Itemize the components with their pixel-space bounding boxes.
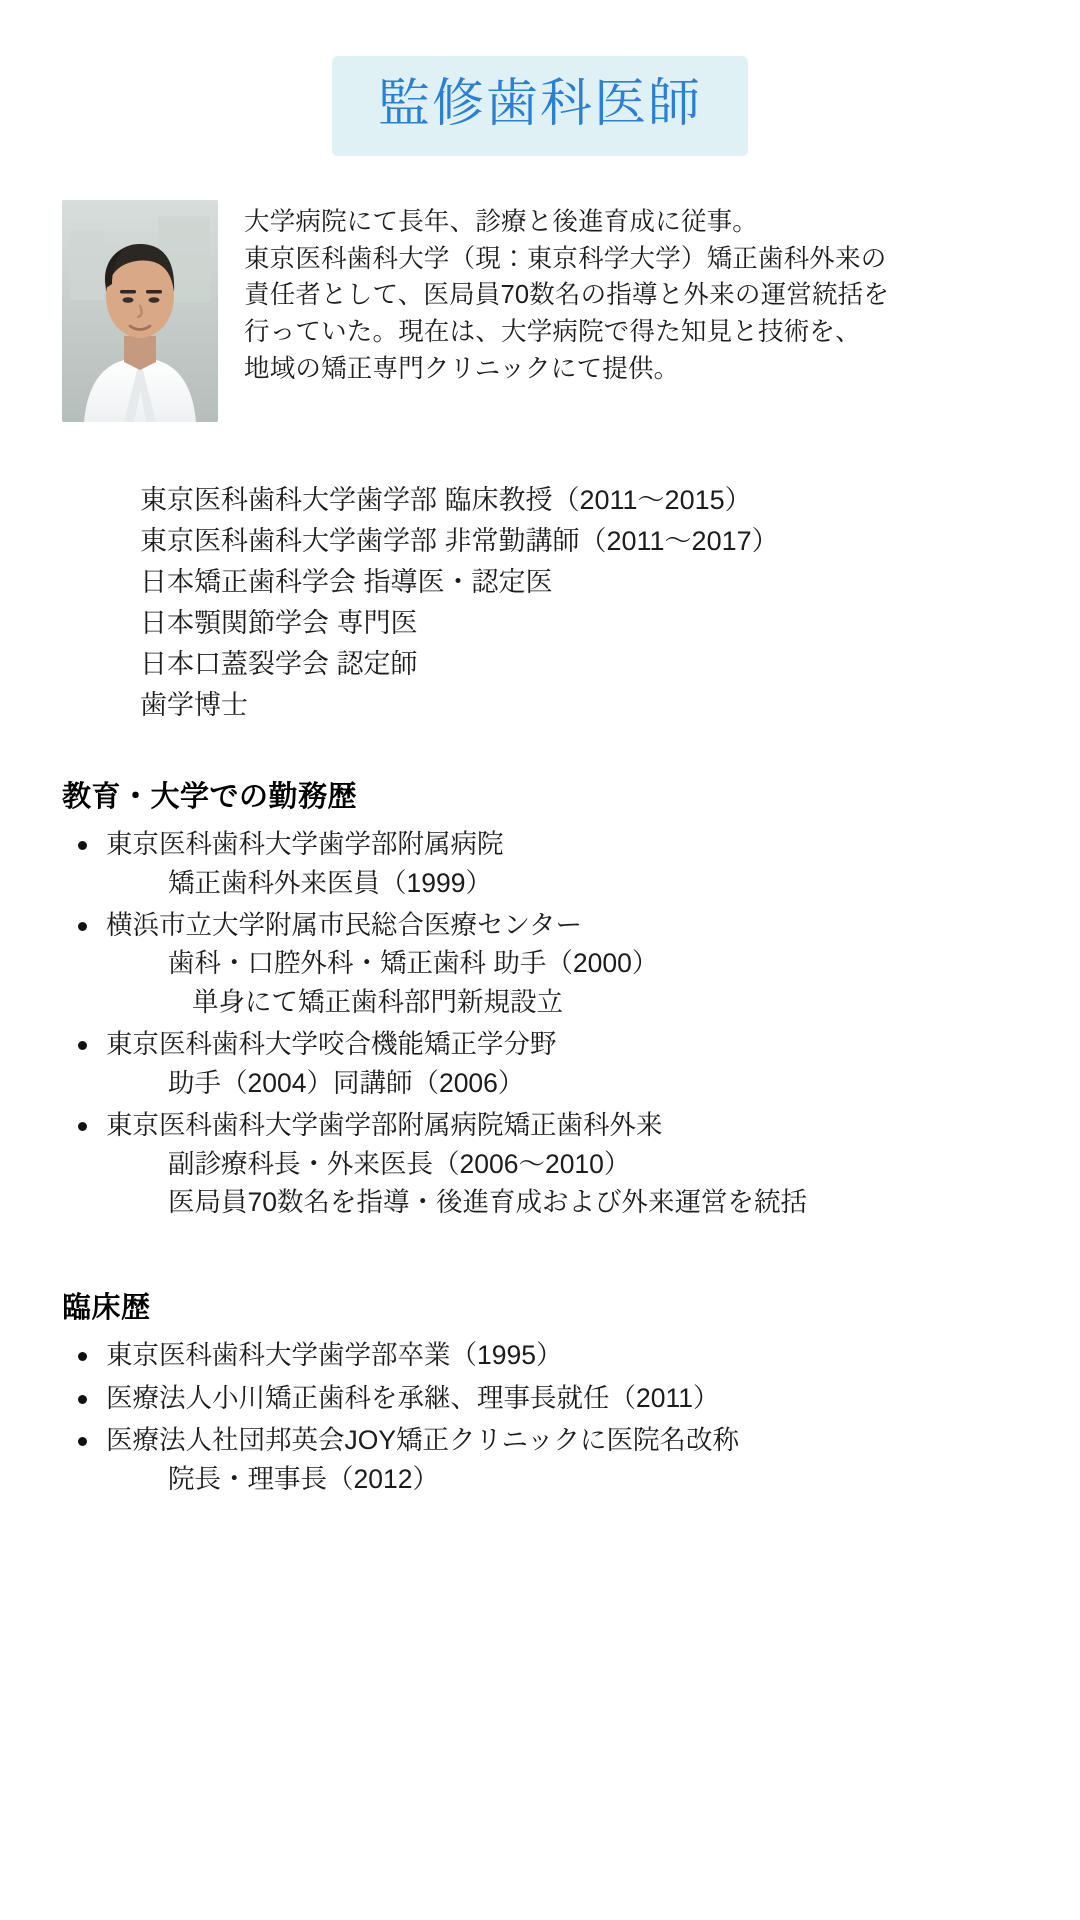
page-title: 監修歯科医師 bbox=[332, 56, 748, 156]
list-item-main: 医療法人小川矯正歯科を承継、理事長就任（2011） bbox=[106, 1382, 720, 1413]
list-item-sub: 副診療科長・外来医長（2006〜2010） bbox=[168, 1148, 631, 1179]
profile-section bbox=[0, 200, 1080, 422]
credential-item: 東京医科歯科大学歯学部 非常勤講師（2011〜2017） bbox=[140, 526, 779, 557]
list-item-sub: 助手（2004）同講師（2006） bbox=[168, 1067, 525, 1098]
profile-bio-line: 責任者として、医局員70数名の指導と外来の運営統括を bbox=[244, 281, 890, 310]
profile-bio bbox=[244, 200, 889, 388]
section-clinical bbox=[0, 1285, 1080, 1498]
list-item bbox=[62, 1421, 1028, 1498]
list-item-sub: 歯科・口腔外科・矯正歯科 助手（2000） bbox=[168, 948, 659, 979]
education-history-list bbox=[62, 825, 1028, 1221]
profile-bio-line: 東京医科歯科大学（現：東京科学大学）矯正歯科外来の bbox=[244, 244, 887, 273]
page-title-container bbox=[0, 0, 1080, 156]
list-item bbox=[62, 906, 1028, 1021]
list-item-sub: 矯正歯科外来医員（1999） bbox=[168, 867, 492, 898]
profile-bio-line: 行っていた。現在は、大学病院で得た知見と技術を、 bbox=[244, 318, 861, 347]
clinical-history-list bbox=[62, 1336, 1028, 1498]
list-item-sub: 単身にて矯正歯科部門新規設立 bbox=[192, 986, 563, 1017]
list-item-main: 東京医科歯科大学歯学部附属病院 bbox=[106, 829, 504, 860]
profile-bio-line: 大学病院にて長年、診療と後進育成に従事。 bbox=[244, 208, 759, 236]
credential-item: 日本矯正歯科学会 指導医・認定医 bbox=[140, 567, 553, 598]
list-item-main: 東京医科歯科大学歯学部卒業（1995） bbox=[106, 1340, 563, 1371]
section-education bbox=[0, 774, 1080, 1221]
credentials-list bbox=[0, 480, 1080, 726]
list-item-main: 横浜市立大学附属市民総合医療センター bbox=[106, 910, 582, 941]
list-item-main: 東京医科歯科大学歯学部附属病院矯正歯科外来 bbox=[106, 1110, 663, 1141]
list-item bbox=[62, 1379, 1028, 1417]
list-item bbox=[62, 1106, 1028, 1221]
list-item bbox=[62, 825, 1028, 902]
list-item-main: 東京医科歯科大学咬合機能矯正学分野 bbox=[106, 1029, 557, 1060]
list-item-sub: 院長・理事長（2012） bbox=[168, 1463, 439, 1494]
avatar bbox=[62, 200, 218, 422]
section-heading-education: 教育・大学での勤務歴 bbox=[62, 781, 358, 814]
credential-item: 歯学博士 bbox=[140, 690, 248, 721]
section-heading-clinical: 臨床歴 bbox=[62, 1292, 151, 1325]
list-item-main: 医療法人社団邦英会JOY矯正クリニックに医院名改称 bbox=[106, 1425, 739, 1456]
credential-item: 日本顎関節学会 専門医 bbox=[140, 608, 418, 639]
list-item bbox=[62, 1025, 1028, 1102]
list-item bbox=[62, 1336, 1028, 1374]
credential-item: 日本口蓋裂学会 認定師 bbox=[140, 649, 418, 680]
profile-bio-line: 地域の矯正専門クリニックにて提供。 bbox=[244, 354, 680, 383]
list-item-sub: 医局員70数名を指導・後進育成および外来運営を統括 bbox=[168, 1186, 807, 1217]
credential-item: 東京医科歯科大学歯学部 臨床教授（2011〜2015） bbox=[140, 485, 752, 515]
